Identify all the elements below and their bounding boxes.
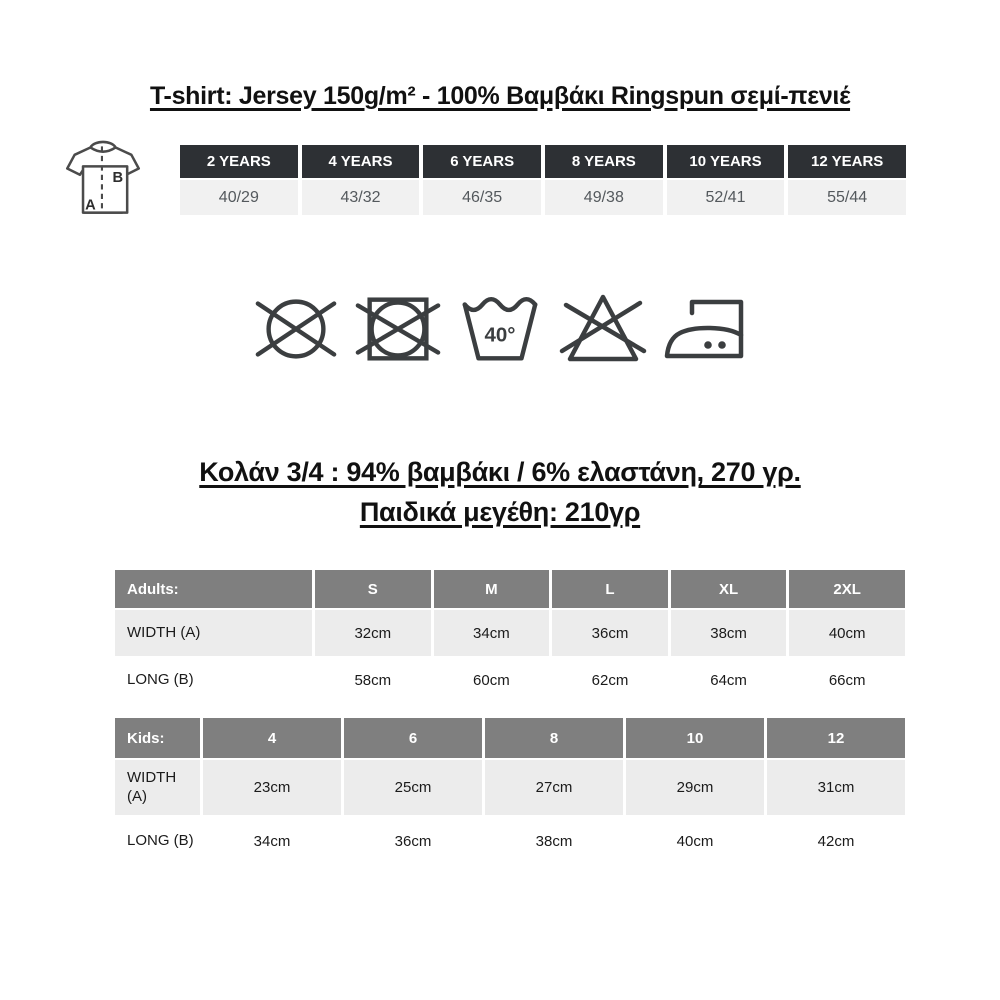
leggings-title: Κολάν 3/4 : 94% βαμβάκι / 6% ελαστάνη, 270 γρ.: [199, 457, 801, 487]
age-value-cell: 40/29: [180, 180, 298, 215]
length-label-b: B: [112, 170, 124, 187]
machine-wash-40-icon: [456, 288, 544, 370]
kids-row-header: Kids:: [115, 718, 200, 758]
age-header-cell: 10 YEARS: [667, 145, 785, 178]
iron-medium-two-dots-icon: [662, 288, 748, 370]
kids-size-table: [115, 718, 905, 865]
kids-long-value: 40cm: [626, 817, 764, 865]
adults-size-header: M: [434, 570, 550, 608]
adults-width-value: 36cm: [552, 610, 668, 656]
tshirt-title: T-shirt: Jersey 150g/m² - 100% Βαμβάκι Ringspun σεμί-πενιέ: [149, 82, 851, 110]
kids-size-header: 6: [344, 718, 482, 758]
adults-size-header: L: [552, 570, 668, 608]
age-header-cell: 12 YEARS: [788, 145, 906, 178]
adults-long-value: 66cm: [789, 658, 905, 702]
kids-width-label: WIDTH (A): [115, 760, 200, 815]
width-label-a: A: [85, 197, 96, 214]
adults-width-value: 38cm: [671, 610, 787, 656]
age-value-cell: 49/38: [545, 180, 663, 215]
do-not-bleach-icon: [558, 288, 648, 370]
age-value-cell: 52/41: [667, 180, 785, 215]
kids-size-header: 12: [767, 718, 905, 758]
kids-width-value: 31cm: [767, 760, 905, 815]
age-header-cell: 6 YEARS: [423, 145, 541, 178]
adults-width-value: 34cm: [434, 610, 550, 656]
do-not-dry-clean-icon: [252, 288, 340, 370]
age-value-cell: 43/32: [302, 180, 420, 215]
kids-long-value: 36cm: [344, 817, 482, 865]
kids-width-value: 29cm: [626, 760, 764, 815]
adults-row-header: Adults:: [115, 570, 312, 608]
kids-width-value: 23cm: [203, 760, 341, 815]
do-not-tumble-dry-icon: [354, 288, 442, 370]
adults-long-value: 62cm: [552, 658, 668, 702]
kids-long-value: 42cm: [767, 817, 905, 865]
adults-size-table: [115, 570, 905, 702]
adults-long-value: 64cm: [671, 658, 787, 702]
kids-weight-title: Παιδικά μεγέθη: 210γρ: [359, 497, 641, 527]
adults-long-label: LONG (B): [115, 658, 312, 702]
kids-size-header: 10: [626, 718, 764, 758]
care-symbols-row: [0, 288, 1000, 370]
age-value-cell: 55/44: [788, 180, 906, 215]
adults-long-value: 58cm: [315, 658, 431, 702]
kids-width-value: 27cm: [485, 760, 623, 815]
adults-width-value: 40cm: [789, 610, 905, 656]
adults-size-header: XL: [671, 570, 787, 608]
kids-size-header: 8: [485, 718, 623, 758]
kids-width-value: 25cm: [344, 760, 482, 815]
adults-size-header: 2XL: [789, 570, 905, 608]
adults-width-value: 32cm: [315, 610, 431, 656]
adults-size-header: S: [315, 570, 431, 608]
age-size-table: [180, 145, 906, 215]
adults-width-label: WIDTH (A): [115, 610, 312, 656]
age-value-cell: 46/35: [423, 180, 541, 215]
leggings-title-block: [0, 452, 1000, 532]
tshirt-diagram-icon: [64, 138, 142, 220]
kids-long-value: 34cm: [203, 817, 341, 865]
adults-long-value: 60cm: [434, 658, 550, 702]
age-header-cell: 4 YEARS: [302, 145, 420, 178]
kids-size-header: 4: [203, 718, 341, 758]
kids-long-label: LONG (B): [115, 817, 200, 865]
age-header-cell: 8 YEARS: [545, 145, 663, 178]
age-header-cell: 2 YEARS: [180, 145, 298, 178]
kids-long-value: 38cm: [485, 817, 623, 865]
wash-temp-label: 40°: [484, 323, 516, 347]
